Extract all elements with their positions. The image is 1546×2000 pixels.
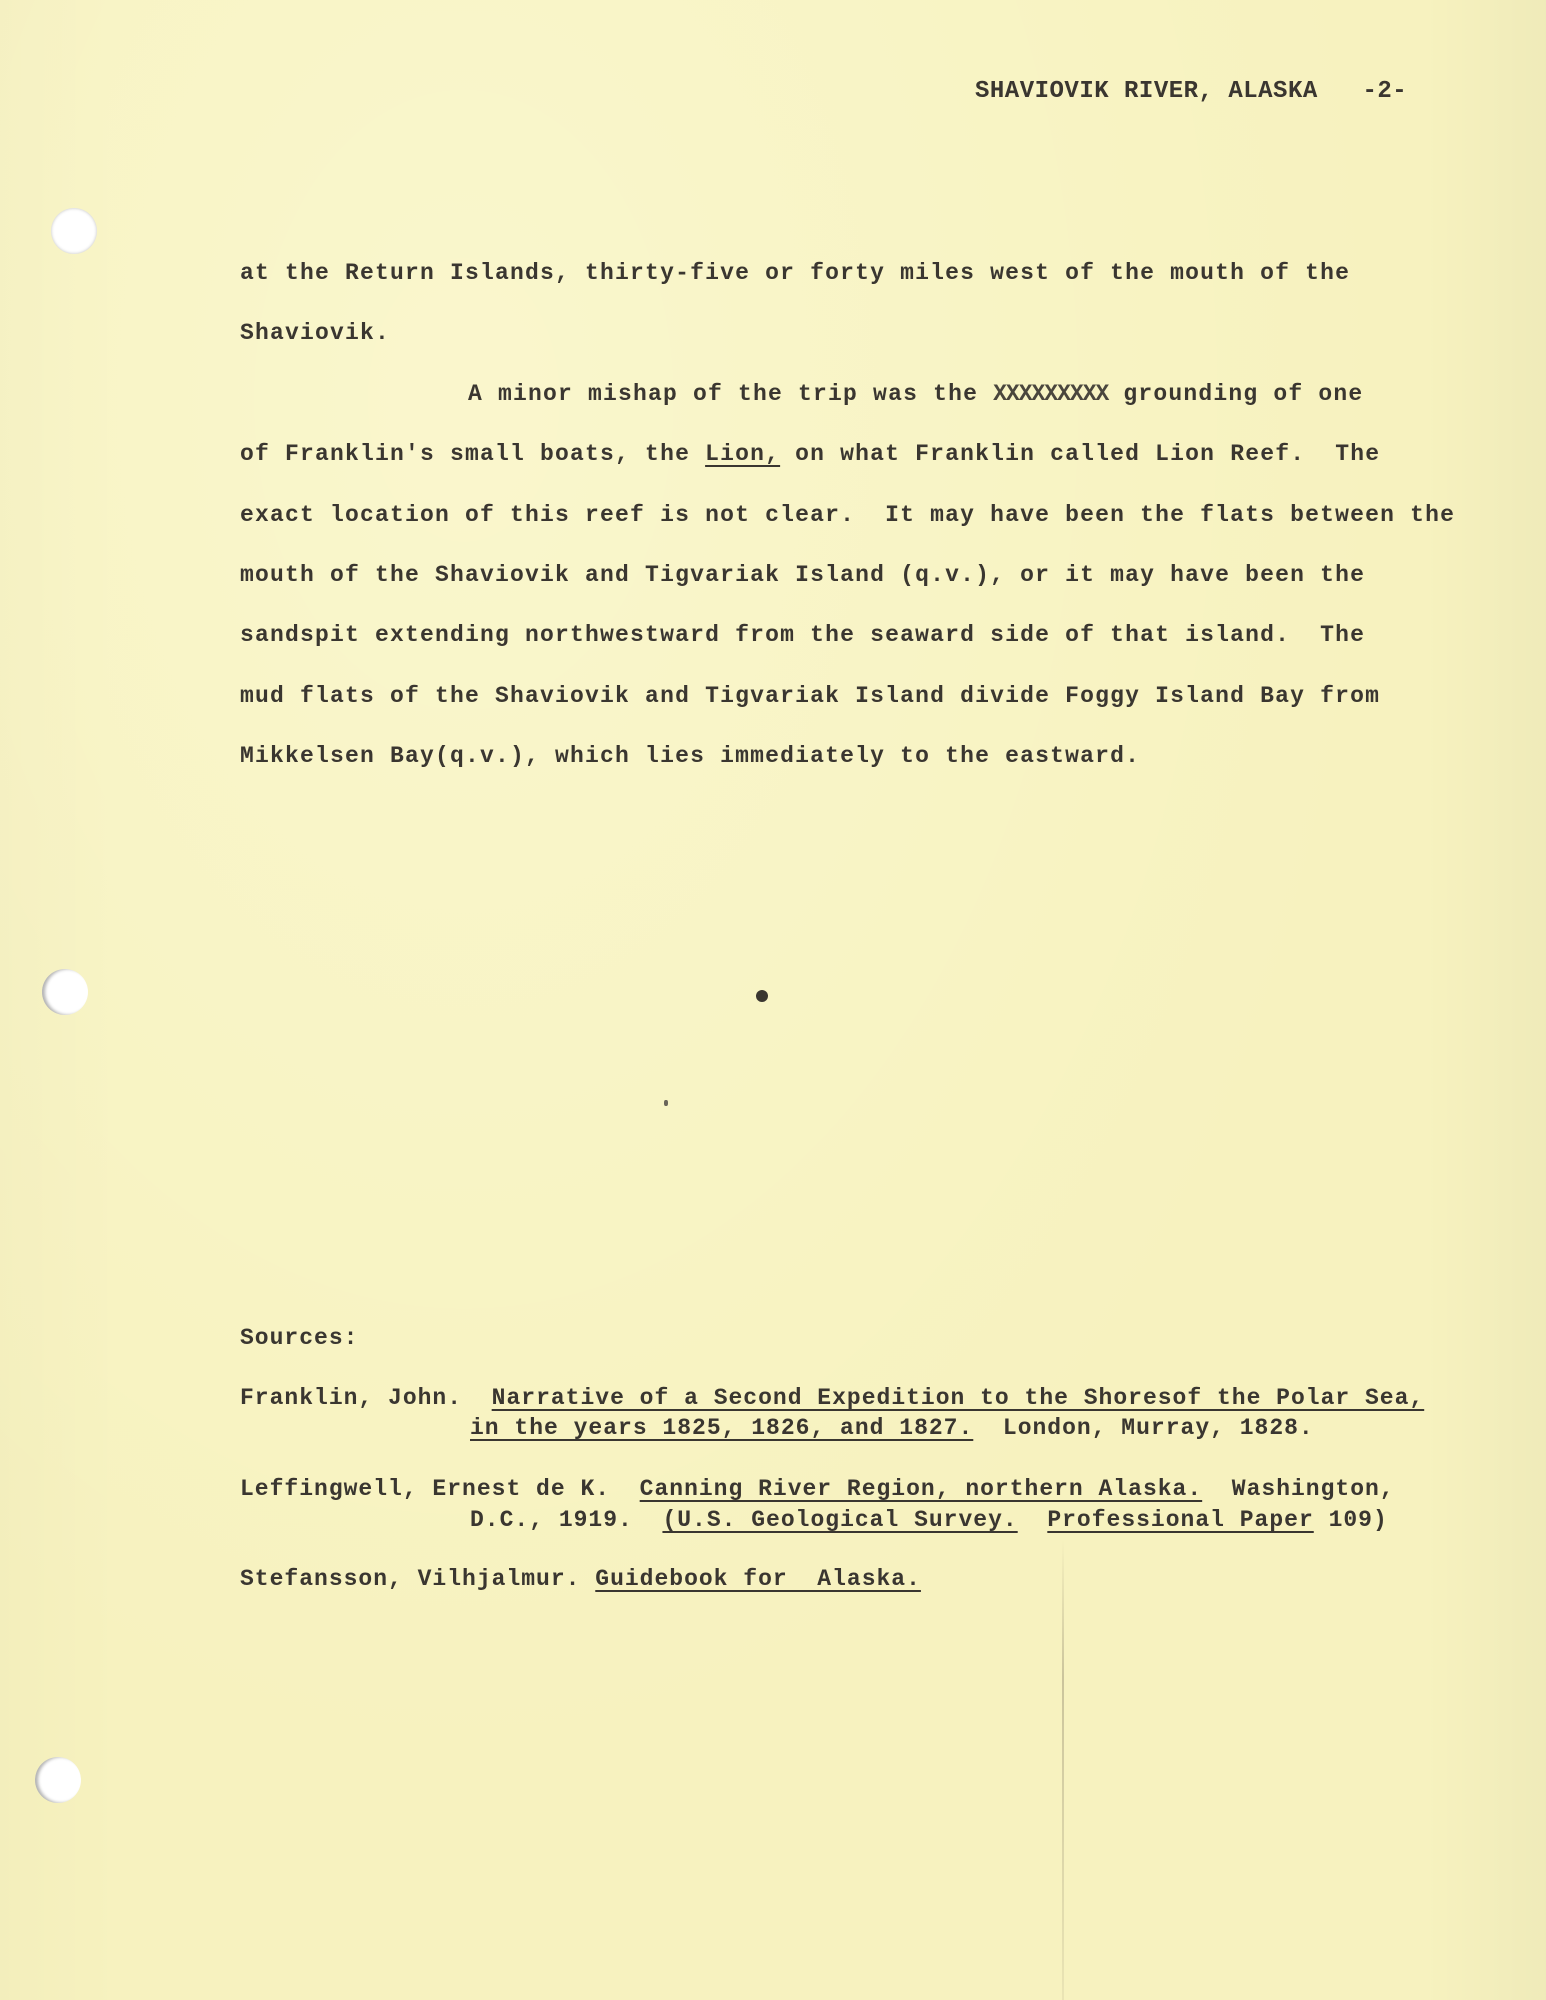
body-line-1: at the Return Islands, thirty-five or forty miles west of the mouth of the: [240, 260, 1351, 286]
stefansson-title: Guidebook for Alaska.: [595, 1566, 921, 1592]
paper-crease: [1062, 1540, 1064, 2000]
source-franklin-line1: [240, 1385, 1424, 1411]
page-number: -2-: [1362, 78, 1408, 105]
body-line-9: Mikkelsen Bay(q.v.), which lies immediately to the eastward.: [240, 743, 1141, 769]
leffingwell-date: D.C., 1919.: [470, 1507, 633, 1533]
boat-name-lion: Lion,: [705, 441, 781, 467]
ink-dot: [756, 990, 768, 1002]
franklin-title-2: in the years 1825, 1826, and 1827.: [470, 1415, 974, 1441]
struck-out-text: XXXXXXXXX: [993, 381, 1109, 407]
body-line-4: [240, 441, 1380, 467]
leffingwell-series-end: 109): [1328, 1507, 1388, 1533]
header-title: SHAVIOVIK RIVER, ALASKA: [975, 78, 1318, 105]
body-line-4-start: of Franklin's small boats, the: [240, 441, 691, 467]
franklin-author: Franklin, John.: [240, 1385, 463, 1411]
source-leffingwell-line2: [470, 1507, 1388, 1533]
body-line-6: mouth of the Shaviovik and Tigvariak Island (q.v.), or it may have been the: [240, 562, 1366, 588]
sources-heading: Sources:: [240, 1325, 359, 1351]
leffingwell-series: (U.S. Geological Survey.: [662, 1507, 1018, 1533]
source-leffingwell-line1: [240, 1476, 1395, 1502]
body-line-3-end: grounding of one: [1123, 381, 1364, 407]
body-line-5: exact location of this reef is not clear. It may have been the flats between the: [240, 502, 1456, 528]
stefansson-author: Stefansson, Vilhjalmur.: [240, 1566, 581, 1592]
body-line-3-start: A minor mishap of the trip was the: [468, 381, 979, 407]
leffingwell-series-title: Professional Paper: [1047, 1507, 1314, 1533]
body-line-3: [468, 381, 1363, 407]
source-franklin-line2: [470, 1415, 1314, 1441]
leffingwell-author: Leffingwell, Ernest de K.: [240, 1476, 611, 1502]
page-header: [975, 78, 1407, 105]
leffingwell-title: Canning River Region, northern Alaska.: [639, 1476, 1203, 1502]
binder-hole-top: [51, 208, 97, 254]
body-line-4-end: on what Franklin called Lion Reef. The: [795, 441, 1381, 467]
source-stefansson: [240, 1566, 921, 1592]
binder-hole-middle: [42, 969, 88, 1015]
franklin-title-1: Narrative of a Second Expedition to the Shoresof the Polar Sea,: [491, 1385, 1425, 1411]
franklin-publisher: London, Murray, 1828.: [1002, 1415, 1314, 1441]
body-line-7: sandspit extending northwestward from the seaward side of that island. The: [240, 622, 1366, 648]
ink-speck: [664, 1100, 668, 1106]
binder-hole-bottom: [35, 1757, 81, 1803]
body-line-8: mud flats of the Shaviovik and Tigvariak Island divide Foggy Island Bay from: [240, 683, 1381, 709]
leffingwell-place: Washington,: [1231, 1476, 1395, 1502]
body-line-2: Shaviovik.: [240, 320, 391, 346]
